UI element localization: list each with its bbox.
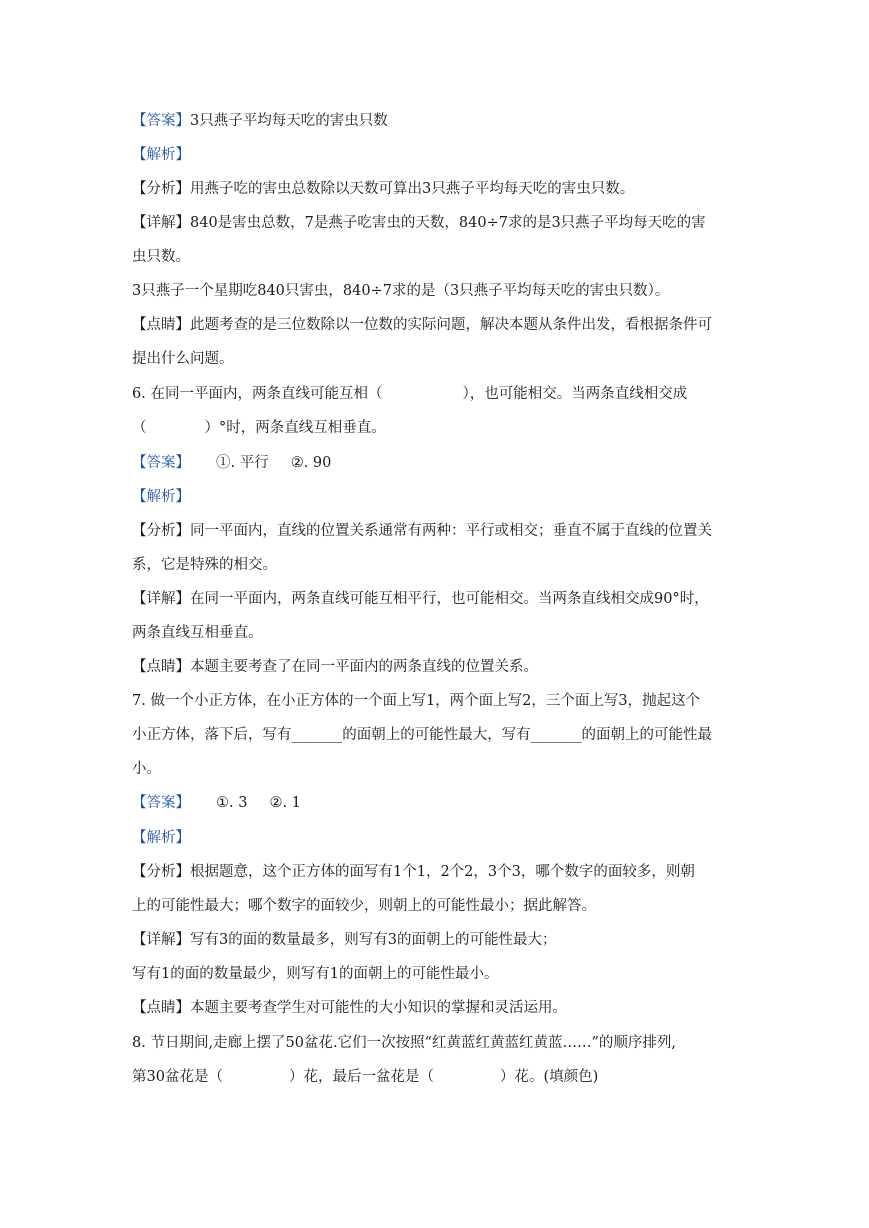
q7-stem-cont: 小正方体，落下后，写有_______的面朝上的可能性最大，写有_______的面朝上的可能性最 [132, 727, 712, 743]
q6-fenxi-cont: 系，它是特殊的相交。 [132, 557, 277, 573]
q7-answer [132, 793, 752, 813]
fenxi-tag: 【分析】 [132, 523, 190, 539]
dianjing-text: 本题主要考查了在同一平面内的两条直线的位置关系。 [190, 659, 538, 675]
q8-stem: 8. 节日期间,走廊上摆了50盆花.它们一次按照“红黄蓝红黄蓝红黄蓝……”的顺序排列, [132, 1035, 677, 1051]
q7-fenxi-cont: 上的可能性最大；哪个数字的面较少，则朝上的可能性最小；据此解答。 [132, 898, 596, 914]
answer-item: ②. 90 [290, 455, 332, 471]
q6-analysis-heading [132, 487, 752, 507]
q6-answer [132, 453, 752, 473]
q6-stem-part: （ [132, 420, 147, 436]
q6-stem [132, 384, 752, 404]
xiangjie-text: 840是害虫总数，7是燕子吃害虫的天数，840÷7求的是3只燕子平均每天吃的害 [190, 215, 706, 231]
dianjing-tag: 【点睛】 [132, 659, 190, 675]
q5-xiangjie-cont: 3只燕子一个星期吃840只害虫，840÷7求的是（3只燕子平均每天吃的害虫只数）。 [132, 283, 670, 299]
xiangjie-tag: 【详解】 [132, 932, 190, 948]
q5-analysis-heading [132, 145, 752, 165]
xiangjie-text: 写有3的面的数量最多，则写有3的面朝上的可能性最大； [190, 932, 557, 948]
q6-fenxi [132, 521, 752, 541]
q5-dianjing-cont: 提出什么问题。 [132, 351, 234, 367]
q8-stem-part: ）花，最后一盆花是（ [288, 1069, 434, 1085]
answer-item: ②. 1 [269, 795, 301, 811]
q6-xiangjie-cont: 两条直线互相垂直。 [132, 625, 263, 641]
q7-fenxi [132, 862, 752, 882]
dianjing-text: 此题考查的是三位数除以一位数的实际问题，解决本题从条件出发，看根据条件可 [190, 317, 712, 333]
q6-stem-part: ），也可能相交。当两条直线相交成 [462, 386, 688, 402]
q6-stem-part: 6. 在同一平面内，两条直线可能互相（ [132, 386, 383, 402]
q6-stem-cont [132, 418, 752, 438]
q8-stem-cont [132, 1067, 752, 1087]
answer-item: ①. 平行 [216, 455, 269, 471]
xiangjie-tag: 【详解】 [132, 215, 190, 231]
q5-answer [132, 111, 752, 131]
analysis-tag: 【解析】 [132, 147, 190, 163]
answer-item: ①. 3 [216, 795, 248, 811]
answer-tag: 【答案】 [132, 113, 190, 129]
q6-dianjing [132, 657, 752, 677]
q5-xiangjie [132, 213, 752, 233]
dianjing-tag: 【点睛】 [132, 317, 190, 333]
q7-xiangjie-cont: 写有1的面的数量最少，则写有1的面朝上的可能性最小。 [132, 966, 499, 982]
q6-xiangjie [132, 589, 752, 609]
analysis-tag: 【解析】 [132, 489, 190, 505]
answer-text: 3只燕子平均每天吃的害虫只数 [190, 113, 388, 129]
q5-fenxi [132, 179, 752, 199]
q7-xiangjie [132, 930, 752, 950]
q8-stem-part: 第30盆花是（ [132, 1069, 223, 1085]
q6-stem-part: ）°时，两条直线互相垂直。 [204, 420, 386, 436]
q7-analysis-heading [132, 828, 752, 848]
q7-dianjing [132, 998, 752, 1018]
q7-stem: 7. 做一个小正方体，在小正方体的一个面上写1，两个面上写2，三个面上写3，抛起这个 [132, 693, 701, 709]
fenxi-text: 用燕子吃的害虫总数除以天数可算出3只燕子平均每天吃的害虫只数。 [190, 181, 635, 197]
fenxi-tag: 【分析】 [132, 864, 190, 880]
dianjing-tag: 【点睛】 [132, 1000, 190, 1016]
fenxi-text: 同一平面内，直线的位置关系通常有两种：平行或相交；垂直不属于直线的位置关 [190, 523, 712, 539]
q5-xiangjie-cont: 虫只数。 [132, 249, 190, 265]
analysis-tag: 【解析】 [132, 830, 190, 846]
xiangjie-text: 在同一平面内，两条直线可能互相平行，也可能相交。当两条直线相交成90°时， [190, 591, 709, 607]
answer-tag: 【答案】 [132, 795, 190, 811]
xiangjie-tag: 【详解】 [132, 591, 190, 607]
q5-dianjing [132, 315, 752, 335]
answer-tag: 【答案】 [132, 455, 190, 471]
fenxi-text: 根据题意，这个正方体的面写有1个1，2个2，3个3，哪个数字的面较多，则朝 [190, 864, 695, 880]
q7-stem-cont: 小。 [132, 761, 161, 777]
q8-stem-part: ）花。(填颜色) [499, 1069, 599, 1085]
fenxi-tag: 【分析】 [132, 181, 190, 197]
dianjing-text: 本题主要考查学生对可能性的大小知识的掌握和灵活运用。 [190, 1000, 567, 1016]
